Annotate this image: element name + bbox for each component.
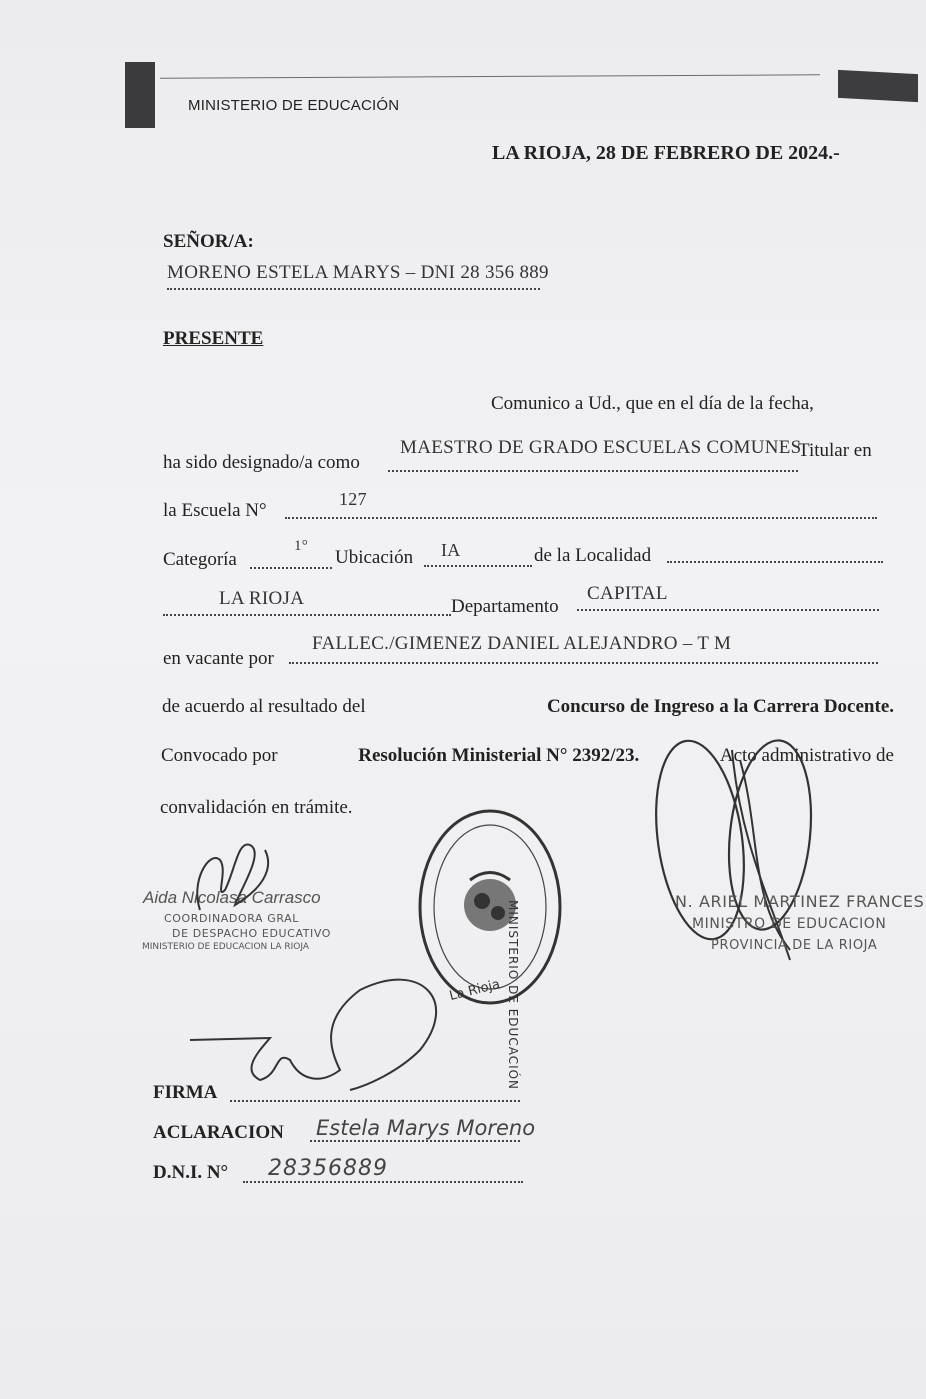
categoria-label: Categoría [163, 549, 237, 570]
seal-bottom-text: La Rioja [447, 976, 502, 1005]
designado-label: ha sido designado/a como [163, 452, 360, 473]
header-rule [160, 74, 820, 78]
localidad-label: de la Localidad [534, 545, 652, 566]
presente-heading: PRESENTE [163, 328, 264, 349]
recipient-dotted-line [167, 288, 540, 290]
localidad-value: LA RIOJA [219, 588, 305, 609]
right-stamp-line2: MINISTRO DE EDUCACION [692, 916, 887, 932]
firma-dotted-line [230, 1100, 520, 1102]
categoria-value: 1° [294, 538, 309, 554]
seal-ring-text: MINISTERIO DE EDUCACIÓN [506, 900, 520, 1091]
escuela-dotted-line [285, 517, 877, 519]
salutation: SEÑOR/A: [163, 231, 254, 252]
resolucion-line-bold: Resolución Ministerial N° 2392/23. [358, 745, 640, 766]
resolucion-line-suffix: Acto administrativo de [719, 745, 894, 766]
localidad-value-dotted-line [163, 614, 451, 616]
concurso-line-prefix: de acuerdo al resultado del [162, 696, 366, 717]
cargo-dotted-line [388, 470, 798, 472]
header-dark-bar-left [125, 62, 155, 128]
departamento-dotted-line [577, 609, 879, 611]
localidad-dotted-line [667, 561, 883, 563]
departamento-value: CAPITAL [587, 583, 668, 604]
convalidacion-line: convalidación en trámite. [160, 797, 353, 818]
date-line: LA RIOJA, 28 DE FEBRERO DE 2024.- [492, 142, 840, 164]
recipient-name: MORENO ESTELA MARYS – DNI 28 356 889 [167, 262, 549, 283]
ubicacion-label: Ubicación [335, 547, 414, 568]
header-dark-bar-right [838, 70, 918, 102]
right-stamp-line1: N. ARIEL MARTINEZ FRANCES [675, 892, 925, 911]
categoria-dotted-line [250, 567, 332, 569]
intro-line: Comunico a Ud., que en el día de la fecha, [491, 393, 814, 414]
vacante-dotted-line [289, 662, 878, 664]
resolucion-line-prefix: Convocado por [161, 745, 278, 766]
ministry-header: MINISTERIO DE EDUCACIÓN [188, 97, 400, 114]
aclaracion-handwritten: Estela Marys Moreno [316, 1116, 536, 1140]
coordinator-signature [180, 830, 280, 930]
concurso-line-bold: Concurso de Ingreso a la Carrera Docente. [546, 696, 894, 717]
vacante-label: en vacante por [163, 648, 274, 669]
aclaracion-dotted-line [310, 1140, 520, 1142]
dni-label: D.N.I. N° [153, 1162, 229, 1183]
concurso-line [162, 696, 894, 718]
departamento-label: Departamento [451, 596, 559, 617]
vacante-value: FALLEC./GIMENEZ DANIEL ALEJANDRO – T M [312, 633, 732, 654]
left-stamp-line1: COORDINADORA GRAL [164, 912, 300, 925]
ubicacion-dotted-line [424, 565, 532, 567]
titular-label: Titular en [798, 440, 872, 461]
firma-label: FIRMA [153, 1082, 218, 1103]
escuela-numero: 127 [339, 489, 367, 509]
dni-handwritten: 28356889 [268, 1156, 388, 1181]
left-stamp-line2: DE DESPACHO EDUCATIVO [172, 927, 332, 940]
dni-dotted-line [243, 1181, 523, 1183]
left-stamp-name: Aida Nicolasa Carrasco [143, 888, 321, 907]
left-stamp-line3: MINISTERIO DE EDUCACION LA RIOJA [142, 942, 310, 952]
ubicacion-value: IA [441, 540, 461, 560]
aclaracion-label: ACLARACION [153, 1122, 284, 1143]
minister-signature [640, 720, 840, 970]
cargo-value: MAESTRO DE GRADO ESCUELAS COMUNES [400, 437, 802, 458]
right-stamp-line3: PROVINCIA DE LA RIOJA [711, 938, 878, 953]
escuela-label: la Escuela N° [163, 500, 267, 521]
